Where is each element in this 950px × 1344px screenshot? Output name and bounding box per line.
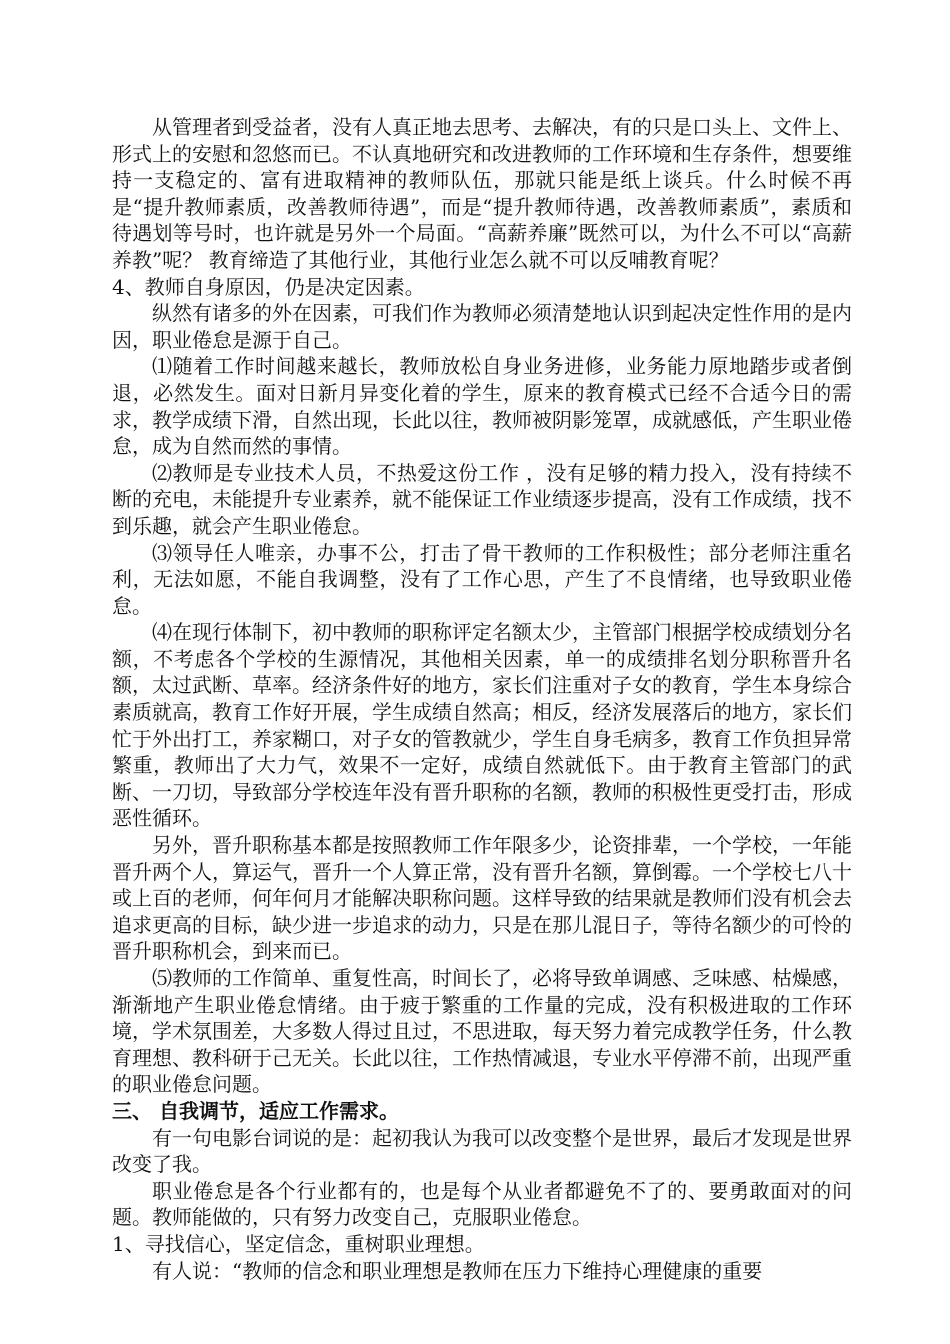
paragraph: 职业倦怠是各个行业都有的，也是每个从业者都避免不了的、要勇敢面对的问题。教师能做的，只有努力改变自己，克服职业倦怠。 (112, 1178, 852, 1230)
paragraph: 纵然有诸多的外在因素，可我们作为教师必须清楚地认识到起决定性作用的是内因，职业倦怠是源于自己。 (112, 301, 852, 352)
paragraph: 另外，晋升职称基本都是按照教师工作年限多少，论资排辈，一个学校，一年能晋升两个人，算运气，晋升一个人算正常，没有晋升名额，算倒霉。一个学校七八十或上百的老师，何年何月才能解决职称问题。这样导致的结果就是教师们没有机会去追求更高的目标，缺少进一步追求的动力，只是在那儿混日子，等待名额少的可怜的晋升职称机会，到来而已。 (112, 833, 852, 964)
paragraph: ⑴随着工作时间越来越长，教师放松自身业务进修，业务能力原地踏步或者倒退，必然发生。面对日新月异变化着的学生，原来的教育模式已经不合适今日的需求，教学成绩下滑，自然出现，长此以往，教师被阴影笼罩，成就感低，产生职业倦怠，成为自然而然的事情。 (112, 354, 852, 459)
paragraph: ⑶领导任人唯亲，办事不公，打击了骨干教师的工作积极性；部分老师注重名利，无法如愿，不能自我调整，没有了工作心思，产生了不良情绪，也导致职业倦怠。 (112, 540, 852, 618)
paragraph: 有一句电影台词说的是：起初我认为我可以改变整个是世界，最后才发现是世界改变了我。 (112, 1125, 852, 1177)
chapter-heading: 三、 自我调节，适应工作需求。 (112, 1098, 399, 1123)
section-heading: 4、教师自身原因，仍是决定因素。 (112, 274, 425, 299)
paragraph: ⑸教师的工作简单、重复性高，时间长了，必将导致单调感、乏味感、枯燥感，渐渐地产生职业倦怠情绪。由于疲于繁重的工作量的完成，没有积极进取的工作环境，学术氛围差，大多数人得过且过，不思进取，每天努力着完成教学任务，什么教育理想、教科研于己无关。长此以往，工作热情减退，专业水平停滞不前，出现严重的职业倦怠问题。 (112, 966, 852, 1097)
paragraph: ⑵教师是专业技术人员，不热爱这份工作 ，没有足够的精力投入，没有持续不断的充电，未能提升专业素养，就不能保证工作业绩逐步提高，没有工作成绩，找不到乐趣，就会产生职业倦怠。 (112, 460, 852, 538)
section-heading: 1、寻找信心，坚定信念，重树职业理想。 (112, 1231, 485, 1256)
paragraph: 从管理者到受益者，没有人真正地去思考、去解决，有的只是口头上、文件上、形式上的安慰和忽悠而已。不认真地研究和改进教师的工作环境和生存条件，想要维持一支稳定的、富有进取精神的教师队伍，那就只能是纸上谈兵。什么时候不再是“提升教师素质，改善教师待遇”，而是“提升教师待遇，改善教师素质”，素质和待遇划等号时，也许就是另外一个局面。“高薪养廉”既然可以，为什么不可以“高薪养教”呢？ 教育缔造了其他行业，其他行业怎么就不可以反哺教育呢？ (112, 115, 852, 272)
document-page (112, 114, 852, 1284)
paragraph: 有人说：“教师的信念和职业理想是教师在压力下维持心理健康的重要 (152, 1258, 763, 1283)
paragraph: ⑷在现行体制下，初中教师的职称评定名额太少，主管部门根据学校成绩划分名额，不考虑各个学校的生源情况，其他相关因素，单一的成绩排名划分职称晋升名额，太过武断、草率。经济条件好的地方，家长们注重对子女的教育，学生本身综合素质就高，教育工作好开展，学生成绩自然高；相反，经济发展落后的地方，家长们忙于外出打工，养家糊口，对子女的管教就少，学生自身毛病多，教育工作负担异常繁重，教师出了大力气，效果不一定好，成绩自然就低下。由于教育主管部门的武断、一刀切，导致部分学校连年没有晋升职称的名额，教师的积极性更受打击，形成恶性循环。 (112, 620, 852, 831)
